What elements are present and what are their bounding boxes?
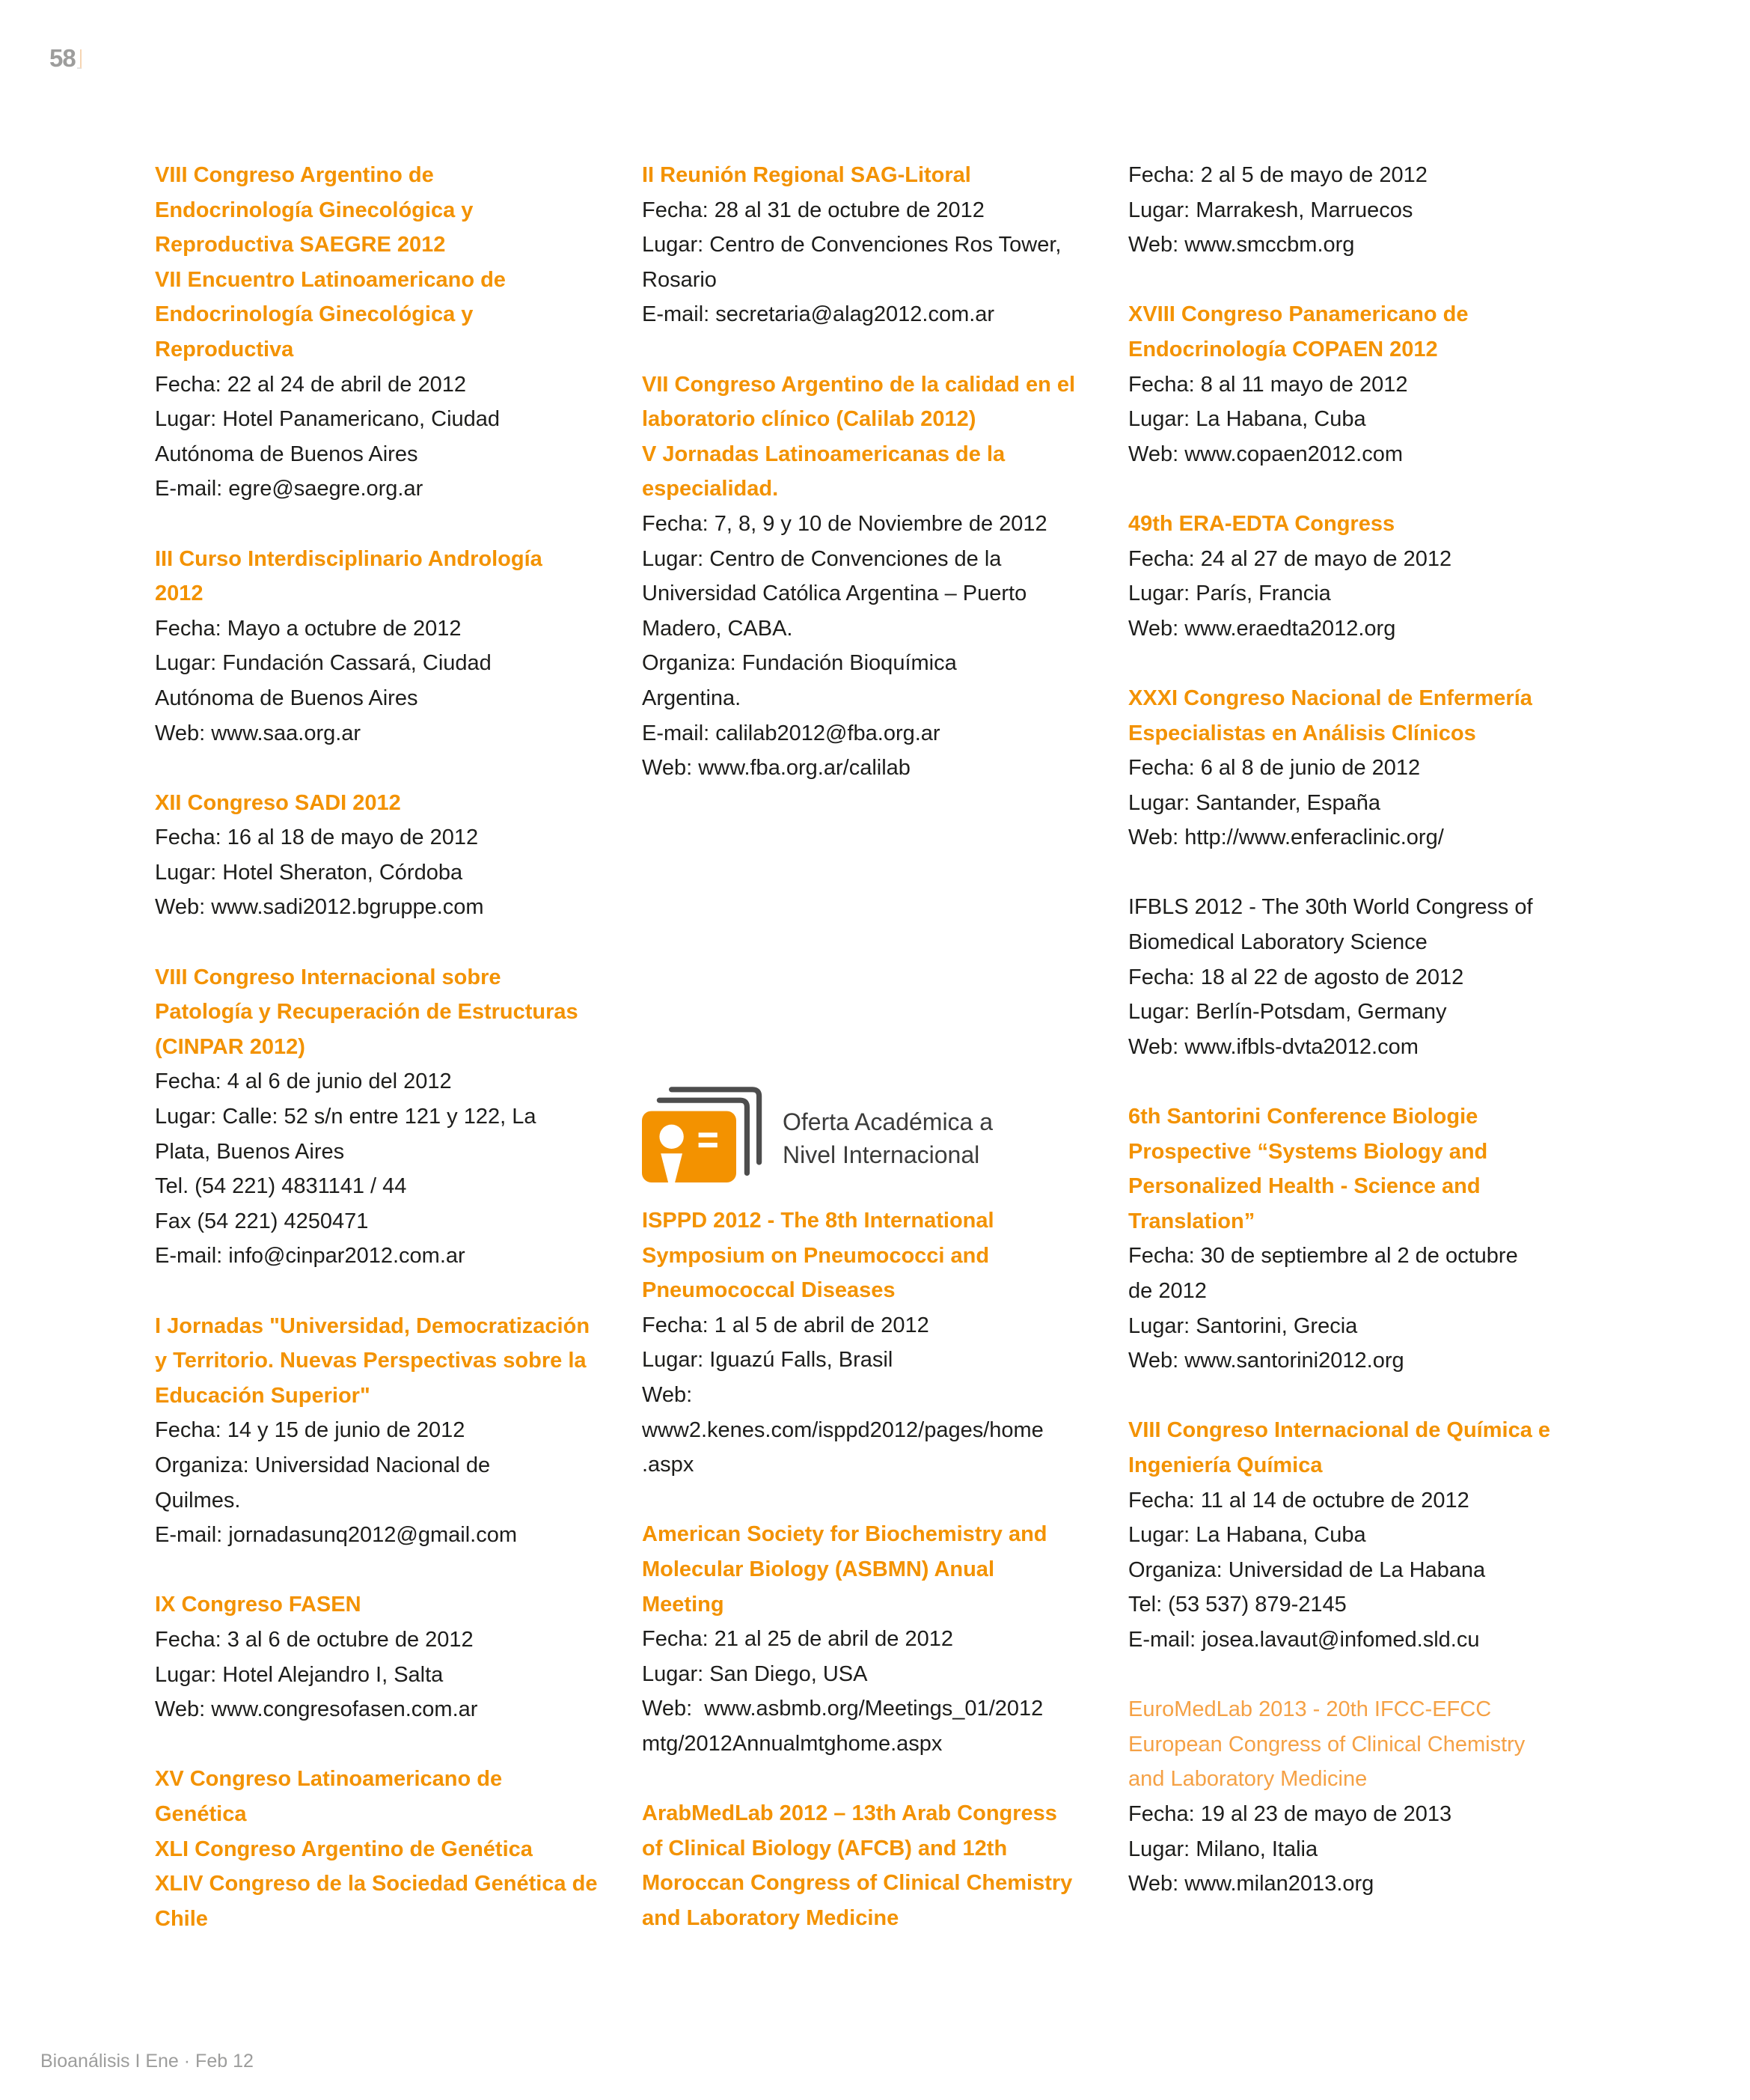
- event-title-line: VIII Congreso Internacional de Química e: [1128, 1418, 1551, 1443]
- website-line: www2.kenes.com/isppd2012/pages/home: [642, 1417, 1044, 1442]
- event-title-line: Pneumococcal Diseases: [642, 1278, 896, 1303]
- section-heading-line: Nivel Internacional: [783, 1141, 980, 1168]
- event-title-line: VIII Congreso Internacional sobre: [155, 965, 501, 989]
- website-line: Web: www.saa.org.ar: [155, 721, 361, 745]
- event-title-line: XXXI Congreso Nacional de Enfermería: [1128, 686, 1532, 710]
- event-asbmb-meeting: [642, 1517, 1106, 1761]
- website-line: Web: www.copaen2012.com: [1128, 442, 1404, 466]
- event-title-line: XII Congreso SADI 2012: [155, 790, 401, 815]
- website-line: Web: www.eraedta2012.org: [1128, 616, 1396, 641]
- website-line: .aspx: [642, 1453, 694, 1477]
- event-title-line: Endocrinología COPAEN 2012: [1128, 337, 1438, 361]
- event-title-line: Especialistas en Análisis Clínicos: [1128, 721, 1476, 745]
- email-line: E-mail: egre@saegre.org.ar: [155, 477, 423, 501]
- column-3: [1128, 158, 1697, 1936]
- event-saegre-2012: [155, 158, 619, 507]
- event-title-line: (CINPAR 2012): [155, 1034, 305, 1059]
- event-era-edta-congress: [1128, 507, 1697, 646]
- page-number-text: 58: [49, 44, 76, 72]
- website-line: Web: www.sadi2012.bgruppe.com: [155, 895, 484, 920]
- event-title-line: IFBLS 2012 - The 30th World Congress of: [1128, 895, 1533, 920]
- website-line: Web: www.milan2013.org: [1128, 1872, 1374, 1896]
- event-title-line: V Jornadas Latinoamericanas de la: [642, 442, 1006, 466]
- date-line: Fecha: 11 al 14 de octubre de 2012: [1128, 1488, 1469, 1513]
- website-line: Web: www.fba.org.ar/calilab: [642, 756, 911, 781]
- event-title-line: Educación Superior": [155, 1383, 370, 1408]
- website-line: Web:: [642, 1382, 693, 1407]
- website-line: Web: www.congresofasen.com.ar: [155, 1697, 478, 1722]
- venue-line: Lugar: París, Francia: [1128, 582, 1331, 606]
- date-line: de 2012: [1128, 1279, 1207, 1303]
- venue-line: Madero, CABA.: [642, 616, 793, 641]
- page-corner-mark: [77, 49, 82, 69]
- website-line: mtg/2012Annualmtghome.aspx: [642, 1731, 943, 1756]
- event-title-line: 49th ERA-EDTA Congress: [1128, 511, 1395, 536]
- event-title-line: VII Congreso Argentino de la calidad en el: [642, 372, 1076, 397]
- event-arabmedlab-2012: [642, 1796, 1106, 1935]
- venue-line: Lugar: Centro de Convenciones Ros Tower,: [642, 233, 1062, 257]
- venue-line: Lugar: Santorini, Grecia: [1128, 1313, 1358, 1338]
- date-line: Fecha: 30 de septiembre al 2 de octubre: [1128, 1244, 1518, 1269]
- event-euromedlab-2013: [1128, 1692, 1697, 1902]
- event-title-line: Patología y Recuperación de Estructuras: [155, 1000, 578, 1025]
- section-heading-line: Oferta Académica a: [783, 1108, 994, 1135]
- event-title-line: Moroccan Congress of Clinical Chemistry: [642, 1871, 1073, 1896]
- event-title-line: Reproductiva: [155, 337, 294, 361]
- venue-line: Lugar: La Habana, Cuba: [1128, 407, 1366, 432]
- event-title-line: II Reunión Regional SAG-Litoral: [642, 163, 971, 187]
- date-line: Fecha: 24 al 27 de mayo de 2012: [1128, 546, 1452, 571]
- organizer-line: Organiza: Universidad Nacional de: [155, 1453, 491, 1477]
- event-title-line: Chile: [155, 1906, 208, 1931]
- date-line: Fecha: 1 al 5 de abril de 2012: [642, 1313, 929, 1337]
- organizer-line: Quilmes.: [155, 1488, 241, 1513]
- phone-line: Tel. (54 221) 4831141 / 44: [155, 1174, 407, 1199]
- column-2-top: [642, 158, 1106, 820]
- venue-line: Lugar: Berlín-Potsdam, Germany: [1128, 1000, 1447, 1025]
- event-ifbls-2012: [1128, 890, 1697, 1064]
- venue-line: Lugar: Centro de Convenciones de la: [642, 546, 1002, 571]
- event-cinpar-2012: [155, 960, 619, 1274]
- event-quimica-congress: [1128, 1413, 1697, 1657]
- website-line: Web: www.smccbm.org: [1128, 233, 1355, 257]
- event-title-line: 2012: [155, 582, 204, 606]
- email-line: E-mail: info@cinpar2012.com.ar: [155, 1244, 465, 1269]
- event-title-line: EuroMedLab 2013 - 20th IFCC-EFCC: [1128, 1697, 1492, 1722]
- event-genetica-congress: [155, 1762, 619, 1936]
- event-sag-litoral: [642, 158, 1106, 332]
- website-line: Web: www.asbmb.org/Meetings_01/2012: [642, 1697, 1044, 1721]
- venue-line: Lugar: Hotel Panamericano, Ciudad: [155, 407, 501, 432]
- organizer-line: Argentina.: [642, 686, 741, 710]
- event-fasen: [155, 1587, 619, 1727]
- page-footer: Bioanálisis I Ene · Feb 12: [40, 2051, 254, 2072]
- date-line: Fecha: 16 al 18 de mayo de 2012: [155, 825, 479, 850]
- event-title-line: ISPPD 2012 - The 8th International: [642, 1209, 994, 1233]
- icon-text-bar: [699, 1143, 718, 1147]
- event-title-line: Translation”: [1128, 1209, 1255, 1233]
- venue-line: Rosario: [642, 267, 717, 292]
- website-line: Web: www.ifbls-dvta2012.com: [1128, 1034, 1419, 1059]
- date-line: Fecha: 19 al 23 de mayo de 2013: [1128, 1801, 1452, 1826]
- event-title-line: VIII Congreso Argentino de: [155, 163, 434, 187]
- academic-offer-icon: [642, 1087, 763, 1184]
- event-title-line: XLI Congreso Argentino de Genética: [155, 1837, 533, 1861]
- date-line: Fecha: 22 al 24 de abril de 2012: [155, 372, 466, 397]
- venue-line: Lugar: Calle: 52 s/n entre 121 y 122, La: [155, 1105, 536, 1129]
- date-line: Fecha: 28 al 31 de octubre de 2012: [642, 198, 985, 222]
- email-line: E-mail: jornadasunq2012@gmail.com: [155, 1523, 518, 1548]
- event-title-line: Biomedical Laboratory Science: [1128, 930, 1428, 955]
- venue-line: Lugar: Iguazú Falls, Brasil: [642, 1348, 893, 1373]
- event-title-line: ArabMedLab 2012 – 13th Arab Congress: [642, 1801, 1057, 1826]
- date-line: Fecha: 8 al 11 mayo de 2012: [1128, 372, 1408, 397]
- date-line: Fecha: 6 al 8 de junio de 2012: [1128, 756, 1421, 781]
- email-line: E-mail: secretaria@alag2012.com.ar: [642, 302, 995, 327]
- date-line: Fecha: 3 al 6 de octubre de 2012: [155, 1627, 474, 1652]
- event-title-line: Prospective “Systems Biology and: [1128, 1139, 1488, 1164]
- icon-front-card: [642, 1111, 736, 1182]
- section-heading-academic-offer: [642, 1087, 1106, 1185]
- organizer-line: Organiza: Universidad de La Habana: [1128, 1557, 1486, 1582]
- organizer-line: Organiza: Fundación Bioquímica: [642, 651, 957, 676]
- event-title-line: XLIV Congreso de la Sociedad Genética de: [155, 1872, 598, 1896]
- venue-line: Lugar: Hotel Sheraton, Córdoba: [155, 860, 463, 885]
- fax-line: Fax (54 221) 4250471: [155, 1209, 369, 1233]
- venue-line: Lugar: Santander, España: [1128, 790, 1380, 815]
- event-title-line: Personalized Health - Science and: [1128, 1174, 1481, 1199]
- event-isppd-2012: [642, 1203, 1106, 1483]
- event-title-line: Endocrinología Ginecológica y: [155, 198, 474, 222]
- column-1: [155, 158, 619, 1971]
- event-title-line: Symposium on Pneumococci and: [642, 1243, 990, 1268]
- date-line: Fecha: Mayo a octubre de 2012: [155, 616, 462, 641]
- event-enfermeria-congress: [1128, 681, 1697, 855]
- event-title-line: III Curso Interdisciplinario Andrología: [155, 546, 542, 571]
- event-title-line: XV Congreso Latinoamericano de: [155, 1767, 503, 1792]
- event-title-line: Endocrinología Ginecológica y: [155, 302, 474, 327]
- event-jornadas-unq: [155, 1309, 619, 1553]
- event-copaen-2012: [1128, 297, 1697, 471]
- event-title-line: laboratorio clínico (Calilab 2012): [642, 407, 976, 432]
- event-title-line: IX Congreso FASEN: [155, 1593, 361, 1617]
- event-title-line: Molecular Biology (ASBMN) Anual: [642, 1557, 994, 1581]
- event-title-line: XVIII Congreso Panamericano de: [1128, 302, 1469, 327]
- venue-line: Lugar: Milano, Italia: [1128, 1837, 1318, 1861]
- venue-line: Lugar: Fundación Cassará, Ciudad: [155, 651, 492, 676]
- event-title-line: I Jornadas "Universidad, Democratización: [155, 1313, 590, 1338]
- event-title-line: Reproductiva SAEGRE 2012: [155, 233, 446, 257]
- venue-line: Autónoma de Buenos Aires: [155, 686, 418, 710]
- date-line: Fecha: 4 al 6 de junio del 2012: [155, 1069, 452, 1094]
- date-line: Fecha: 7, 8, 9 y 10 de Noviembre de 2012: [642, 511, 1047, 536]
- date-line: Fecha: 21 al 25 de abril de 2012: [642, 1627, 953, 1652]
- icon-person-head: [659, 1125, 683, 1149]
- event-title-line: VII Encuentro Latinoamericano de: [155, 267, 506, 292]
- venue-line: Autónoma de Buenos Aires: [155, 442, 418, 466]
- venue-line: Lugar: Hotel Alejandro I, Salta: [155, 1662, 444, 1687]
- event-title-line: American Society for Biochemistry and: [642, 1522, 1047, 1547]
- event-title-line: and Laboratory Medicine: [1128, 1767, 1368, 1792]
- event-title-line: Ingeniería Química: [1128, 1453, 1323, 1477]
- event-calilab-2012: [642, 367, 1106, 786]
- event-santorini-conference: [1128, 1099, 1697, 1379]
- venue-line: Universidad Católica Argentina – Puerto: [642, 582, 1027, 606]
- event-title-line: of Clinical Biology (AFCB) and 12th: [642, 1836, 1008, 1861]
- event-title-line: 6th Santorini Conference Biologie: [1128, 1105, 1478, 1129]
- email-line: E-mail: josea.lavaut@infomed.sld.cu: [1128, 1627, 1480, 1652]
- event-title-line: European Congress of Clinical Chemistry: [1128, 1732, 1526, 1756]
- icon-text-bar: [699, 1132, 718, 1137]
- event-title-line: and Laboratory Medicine: [642, 1905, 899, 1930]
- email-line: E-mail: calilab2012@fba.org.ar: [642, 721, 940, 745]
- date-line: Fecha: 18 al 22 de agosto de 2012: [1128, 965, 1464, 989]
- venue-line: Lugar: La Habana, Cuba: [1128, 1523, 1366, 1548]
- date-line: Fecha: 2 al 5 de mayo de 2012: [1128, 163, 1428, 187]
- event-arabmedlab-2012-details: [1128, 158, 1697, 263]
- venue-line: Plata, Buenos Aires: [155, 1139, 345, 1164]
- event-title-line: especialidad.: [642, 477, 779, 501]
- section-heading-text: [783, 1105, 993, 1171]
- event-title-line: Meeting: [642, 1592, 724, 1617]
- event-title-line: Genética: [155, 1801, 247, 1826]
- column-2-bottom: [642, 1203, 1106, 1971]
- website-line: Web: www.santorini2012.org: [1128, 1349, 1404, 1373]
- event-andrologia-2012: [155, 542, 619, 751]
- venue-line: Lugar: Marrakesh, Marruecos: [1128, 198, 1413, 222]
- date-line: Fecha: 14 y 15 de junio de 2012: [155, 1418, 465, 1443]
- website-line: Web: http://www.enferaclinic.org/: [1128, 825, 1444, 850]
- page-number: [49, 43, 82, 73]
- event-sadi-2012: [155, 786, 619, 925]
- phone-line: Tel: (53 537) 879-2145: [1128, 1593, 1347, 1617]
- event-title-line: y Territorio. Nuevas Perspectivas sobre la: [155, 1349, 587, 1373]
- venue-line: Lugar: San Diego, USA: [642, 1661, 868, 1686]
